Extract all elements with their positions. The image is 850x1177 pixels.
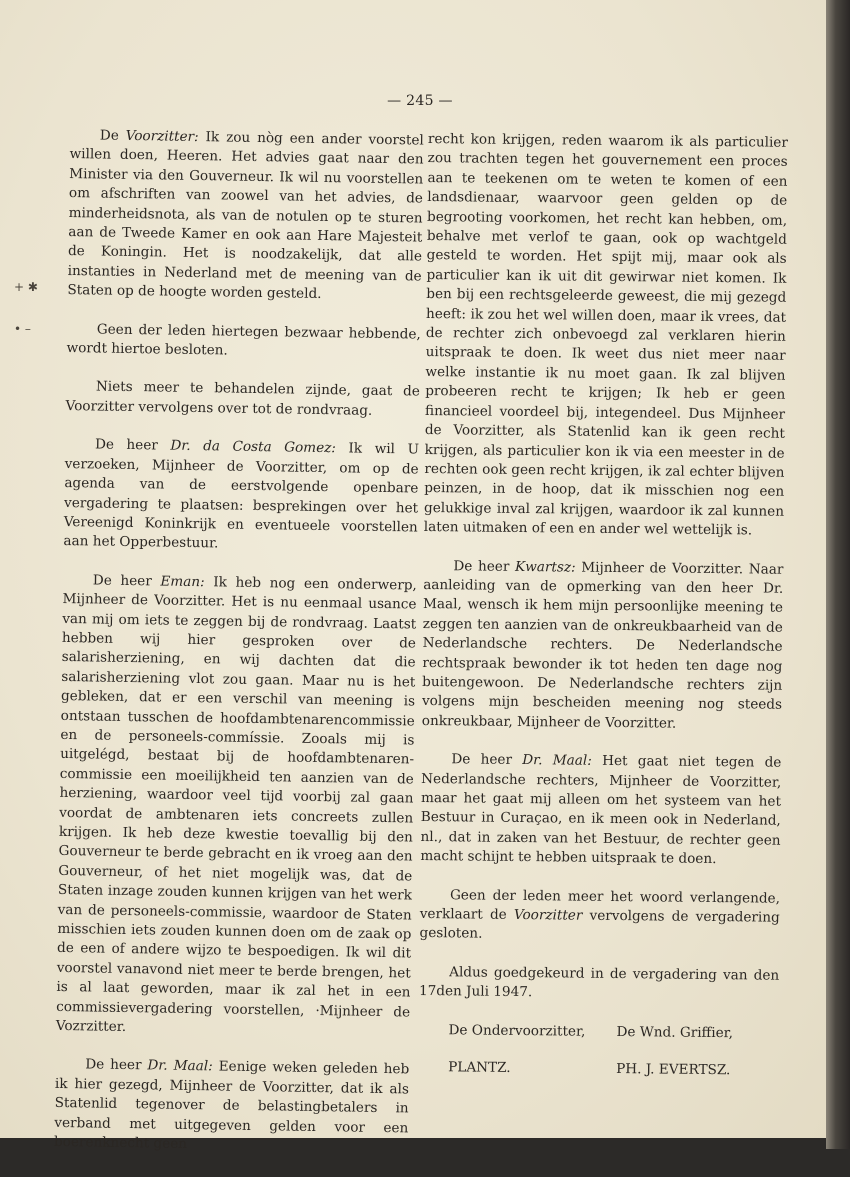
paragraph: De heer Dr. Maal: Het gaat niet tegen de Nederlandsche rechters, Mijnheer de Voorzitter, maar het gaat mij alleen om het systeem van het Bestuur in Curaçao, en ik meen ook in Nederland, nl., dat in zaken van het Bestuur, de rechter geen macht schijnt te hebben uitspraak te doen. (420, 751, 782, 868)
paragraph: Geen der leden hiertegen bezwaar hebbende, wordt hiertoe besloten. (66, 321, 421, 359)
speaker-name: Dr. da Costa Gomez: (170, 437, 337, 457)
paragraph: De heer Eman: Ik heb nog een onderwerp, Mijnheer de Voorzitter. Het is nu eenmaal usance van mij om iets te zeggen bij de rondvraag. Laatst hebben wij hier gesproken over de salarisherziening, en wij dachten dat die salarisherziening vlot zou gaan. Maar nu is het gebleken, dat er een verschil van meening is ontstaan tusschen de hoofdambtenarencommissie en de personeels-commíssie. Zooals mij is uitgelégd, bestaat bij de hoofdambtenaren-commissie een moeilijkheid ten aanzien van de herziening, waardoor veel tijd voorbij zal gaan voordat de ambtenaren iets concreets zullen krijgen. Ik heb deze kwestie toevallig bij den Gouverneur te berde gebracht en ik vroeg aan den Gouverneur, of het niet mogelijk was, dat de Staten inzage zouden kunnen krijgen van het werk van de personeels-commissie, waardoor de Staten misschien iets zouden kunnen doen om de zaak op de een of andere wijzo te bespoedigen. Ik wil dit voorstel vanavond niet meer te berde brengen, het is al laat geworden, maar ik zal het in een commissievergadering voorstellen, ·Mijnheer de Vozrzitter. (55, 572, 417, 1036)
signature-role-left: De Ondervoorzitter, (448, 1021, 586, 1040)
speaker-name: Eman: (160, 573, 205, 590)
paragraph: Aldus goedgekeurd in de vergadering van den 17den Juli 1947. (418, 964, 780, 1001)
speaker-name: Dr. Maal: (522, 752, 592, 769)
speaker-name: Voorzitter: (125, 127, 199, 146)
signature-name-left: PLANTZ. (448, 1059, 511, 1076)
paragraph: De Voorzitter: Ik zou nòg een ander voorstel willen doen, Heeren. Het advies gaat naar den Minister via den Gouverneur. Ik wil nu voorstellen om afschriften van zoowel van het advies, de minderheidsnota, als van de notulen op te sturen aan de Tweede Kamer en ook aan Hare Majesteit de Koningin. Het is noodzakelijk, dat alle instanties in Nederland met de meening van de Staten op de hoogte worden gesteld. (67, 127, 424, 303)
signature-role-right: De Wnd. Griffier, (616, 1023, 734, 1041)
right-column (418, 130, 788, 1081)
speaker-name: Dr. Maal: (147, 1057, 213, 1075)
margin-mark: + ✱ (14, 280, 38, 294)
speaker-name: Voorzitter (513, 906, 583, 924)
paragraph: Geen der leden meer het woord verlangende, verklaart de Voorzitter vervolgens de vergadering gesloten. (419, 886, 781, 943)
signature-block (418, 1021, 779, 1082)
paragraph: Niets meer te behandelen zijnde, gaat de Voorzitter vervolgens over tot de rondvraag. (65, 378, 420, 419)
page-binding-edge (826, 0, 850, 1149)
signature-name-right: PH. J. EVERTSZ. (616, 1061, 731, 1079)
page-number: — 245 — (387, 93, 453, 109)
paragraph: De heer Dr. Maal: Eenige weken geleden heb ik hier gezegd, Mijnheer de Voorzitter, dat ik als Statenlid tegenover de belastingbetalers in verband met uitgegeven gelden voor een boerenknecht geen (53, 1056, 410, 1153)
speaker-name: Kwartsz: (514, 558, 576, 576)
left-column (54, 126, 424, 1177)
paragraph: recht kon krijgen, reden waarom ik als particulier zou trachten tegen het gouvernement een proces aan te teekenen om te weten te komen of een landsdienaar, waarvoor geen gelden op de begrooting voorkomen, het recht kan hebben, om, behalve met verlof te gaan, ook op wachtgeld gesteld te worden. Het spijt mij, maar ook als particulier kan ik uit dit gewirwar niet komen. Ik ben bij een rechtsgeleerde geweest, die mij gezegd heeft: ik zou het wel willen doen, maar ik vrees, dat de rechter zich onbevoegd zal verklaren hierin uitspraak te doen. Ik weet dus niet meer naar welke instantie ik nu moet gaan. Ik zal blijven probeeren recht te krijgen; Ik heb er geen financieel voordeel bij, integendeel. Dus Mijnheer de Voorzitter, als Statenlid kan ik geen recht krijgen, als particulier kon ik via een meester in de rechten ook geen recht krijgen, ik zal echter blijven peinzen, in de hoop, dat ik misschien nog een gelukkige inval zal krijgen, waardoor ik zal kunnen laten uitmaken of een en ander wel wettelijk is. (423, 130, 788, 539)
margin-mark: • – (14, 322, 31, 336)
paragraph: De heer Kwartsz: Mijnheer de Voorzitter. Naar aanleiding van de opmerking van den heer Dr. Maal, wensch ik hem mijn persoonlijke meening te zeggen ten aanzien van de onkreukbaarheid van de Nederlandsche rechters. De Nederlandsche rechtspraak bewonder ik tot heden ten dage nog buitengewoon. De Nederlandsche rechters zijn volgens mijn bescheiden meening nog steeds onkreukbaar, Mijnheer de Voorzitter. (421, 557, 784, 732)
paragraph: De heer Dr. da Costa Gomez: Ik wil U verzoeken, Mijnheer de Voorzitter, om op de agenda van de eerstvolgende openbare vergadering te plaatsen: besprekingen over het Vereenigd Koninkrijk en eventueele voorstellen aan het Opperbestuur. (63, 436, 420, 552)
